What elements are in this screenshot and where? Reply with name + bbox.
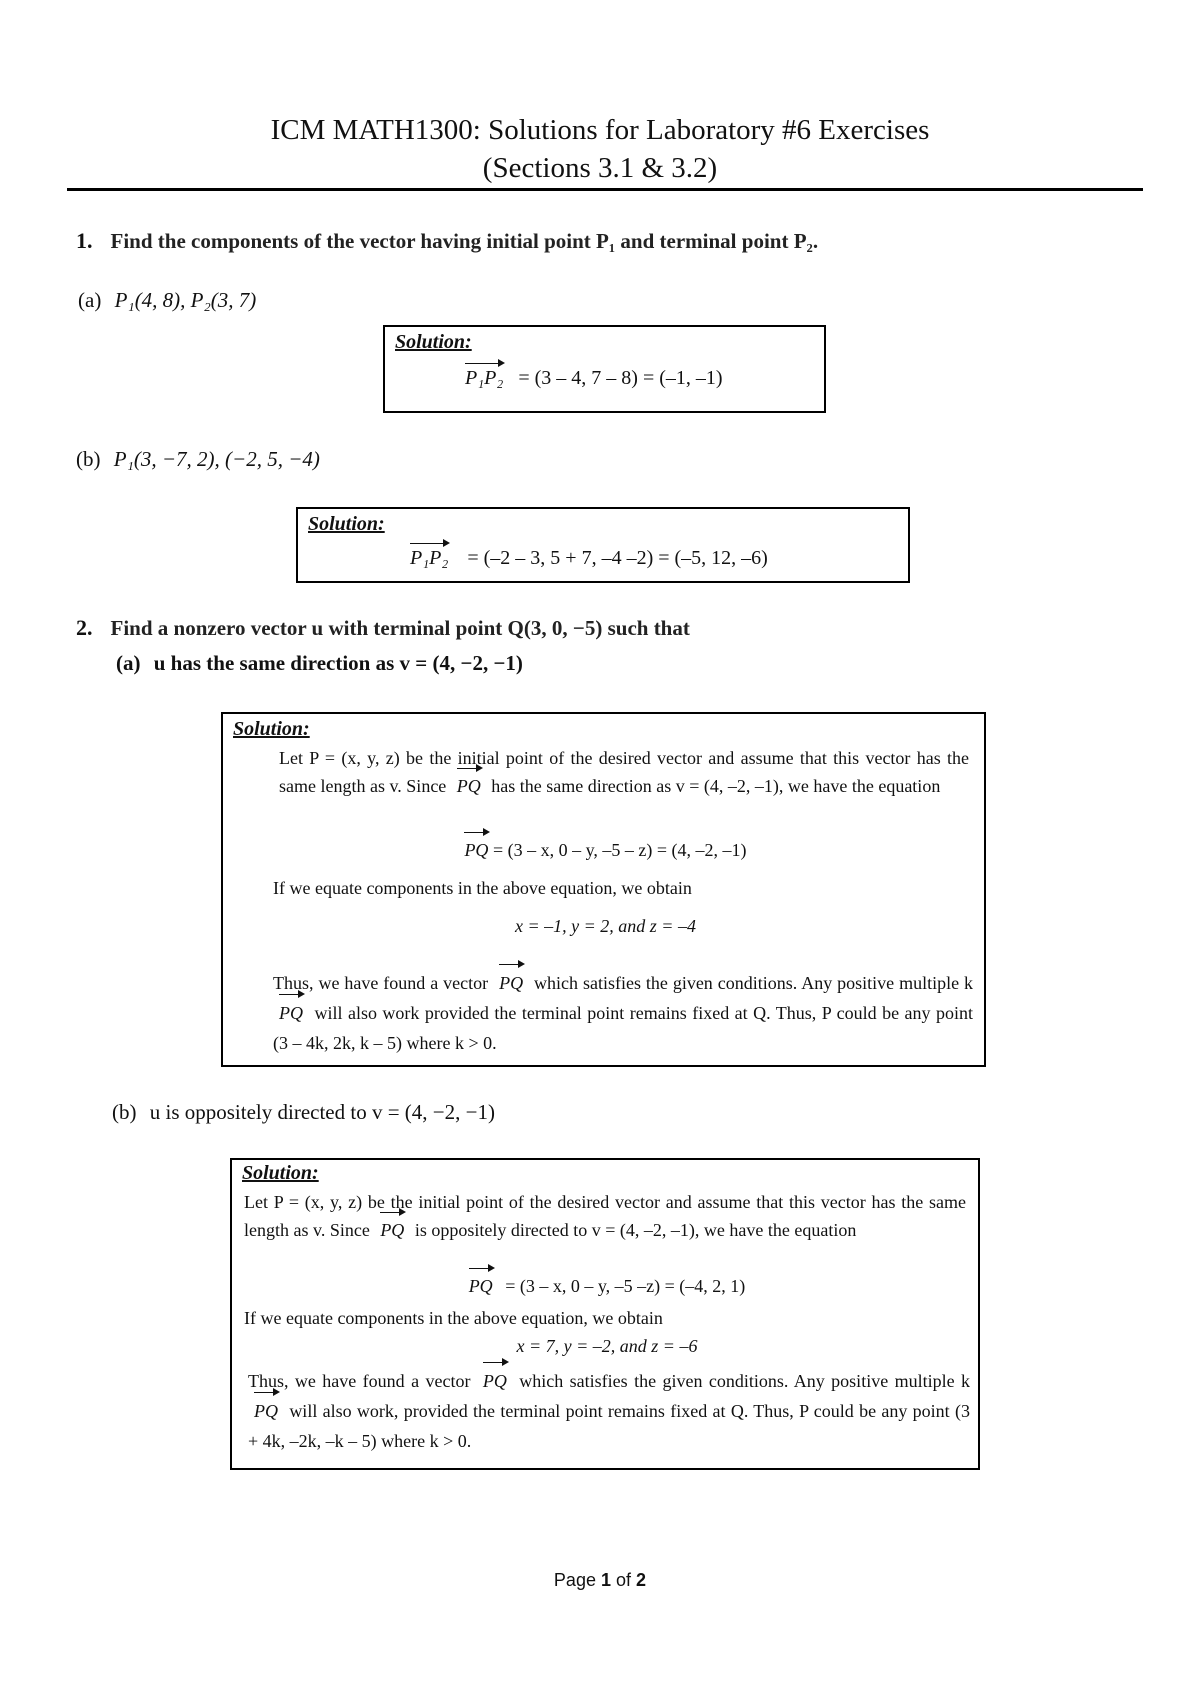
q2a-p3-text-a: Thus, we have found a vector: [273, 973, 489, 993]
q2b-p3-vector-2: PQ: [254, 1396, 278, 1426]
header-rule: [67, 188, 1143, 191]
q2a-p1-text: Let P = (x, y, z) be the initial point of the desired vector and assume that this vector has the same length as v. Since: [279, 748, 969, 796]
q2b-equation-1: [232, 1272, 982, 1300]
footer-page-total: 2: [636, 1570, 647, 1590]
q2b-solution-label: Solution:: [242, 1162, 319, 1184]
q1b-label: (b): [76, 447, 101, 471]
question-1-text: Find the components of the vector having initial point P₁ and terminal point P₂.: [110, 229, 819, 253]
q2a-label: (a): [116, 651, 141, 675]
q2b-label: (b): [112, 1100, 137, 1124]
q1b-solution-box: [296, 507, 910, 583]
q2b-p3-text-c: will also work, provided the terminal point remains fixed at Q. Thus, P could be any point (3 + 4k, –2k, –k – 5) where k > 0.: [248, 1401, 970, 1451]
q2a-paragraph-1: [279, 744, 969, 800]
q2b-paragraph-3: [248, 1366, 970, 1456]
question-1-number: 1.: [76, 228, 93, 253]
q2b-eq1-vector: PQ: [469, 1272, 493, 1300]
q2b-p1-text-cont: is oppositely directed to v = (4, –2, –1), we have the equation: [414, 1220, 857, 1240]
q1a-label: (a): [78, 288, 102, 312]
q2b-p3-vector-1: PQ: [483, 1366, 507, 1396]
page-footer: [0, 1570, 1200, 1591]
q2b-text: u is oppositely directed to v = (4, −2, −1): [149, 1100, 495, 1124]
q2a-prompt: [116, 651, 523, 676]
page-subtitle: (Sections 3.1 & 3.2): [482, 152, 718, 184]
q1b-vector: P₁P₂: [410, 547, 449, 569]
footer-page-current: 1: [600, 1570, 611, 1590]
q2a-p3-text-c: will also work provided the terminal point remains fixed at Q. Thus, P could be any point (3 – 4k, 2k, k – 5) where k > 0.: [273, 1003, 974, 1053]
q2b-p1-text: Let P = (x, y, z) be the initial point of the desired vector and assume that this vector has the same length as v. Since: [244, 1192, 966, 1240]
footer-of-word: of: [616, 1570, 632, 1590]
q1b-solution-equation: [410, 547, 768, 570]
q2a-p3-text-b: which satisfies the given conditions. Any positive multiple k: [534, 973, 974, 993]
q1b-points: P₁(3, −7, 2), (−2, 5, −4): [113, 447, 320, 471]
footer-page-word: Page: [553, 1570, 596, 1590]
q2b-p1-vector: PQ: [380, 1216, 404, 1244]
q2a-eq1-vector: PQ: [464, 836, 488, 864]
q1b-prompt: [76, 447, 320, 472]
q2a-text: u has the same direction as v = (4, −2, −1): [153, 651, 523, 675]
q2b-prompt: [112, 1100, 495, 1125]
q1b-solution-result: = (–2 – 3, 5 + 7, –4 –2) = (–5, 12, –6): [467, 547, 768, 569]
q1a-points: P₁(4, 8), P₂(3, 7): [114, 288, 257, 312]
q2a-eq1-result: = (3 – x, 0 – y, –5 – z) = (4, –2, –1): [492, 840, 747, 860]
question-2-number: 2.: [76, 615, 93, 640]
q2a-equation-1: [223, 836, 988, 864]
q2a-paragraph-3: [273, 968, 973, 1058]
q1a-solution-box: [383, 325, 826, 413]
q2b-p3-text-b: which satisfies the given conditions. Any positive multiple k: [519, 1371, 970, 1391]
q1a-solution-result: = (3 – 4, 7 – 8) = (–1, –1): [518, 367, 723, 389]
question-2-text: Find a nonzero vector u with terminal point Q(3, 0, −5) such that: [110, 616, 690, 640]
q2a-p3-vector-1: PQ: [499, 968, 523, 998]
q2a-paragraph-2: If we equate components in the above equation, we obtain: [273, 878, 692, 898]
q2b-p3-text-a: Thus, we have found a vector: [248, 1371, 471, 1391]
q2b-eq1-result: = (3 – x, 0 – y, –5 –z) = (–4, 2, 1): [505, 1276, 746, 1296]
q2a-equation-2: x = –1, y = 2, and z = –4: [515, 916, 696, 936]
q2b-solution-box: [230, 1158, 980, 1470]
q2b-paragraph-1: [244, 1188, 966, 1244]
question-2: [76, 615, 690, 641]
q2a-p3-vector-2: PQ: [279, 998, 303, 1028]
page-title: ICM MATH1300: Solutions for Laboratory #6 Exercises: [270, 114, 930, 146]
q2a-p1-text-cont: has the same direction as v = (4, –2, –1), we have the equation: [491, 776, 941, 796]
q2b-paragraph-2: If we equate components in the above equation, we obtain: [244, 1308, 663, 1328]
q1a-solution-label: Solution:: [395, 331, 472, 353]
q2b-equation-2: x = 7, y = –2, and z = –6: [516, 1336, 698, 1356]
q1a-prompt: [78, 288, 256, 313]
q1b-solution-label: Solution:: [308, 513, 385, 535]
question-1: [76, 228, 818, 254]
q2a-solution-label: Solution:: [233, 718, 310, 740]
q1a-vector: P₁P₂: [465, 367, 504, 389]
q2a-solution-box: [221, 712, 986, 1067]
q1a-solution-equation: [465, 367, 723, 390]
q2a-p1-vector: PQ: [457, 772, 481, 800]
